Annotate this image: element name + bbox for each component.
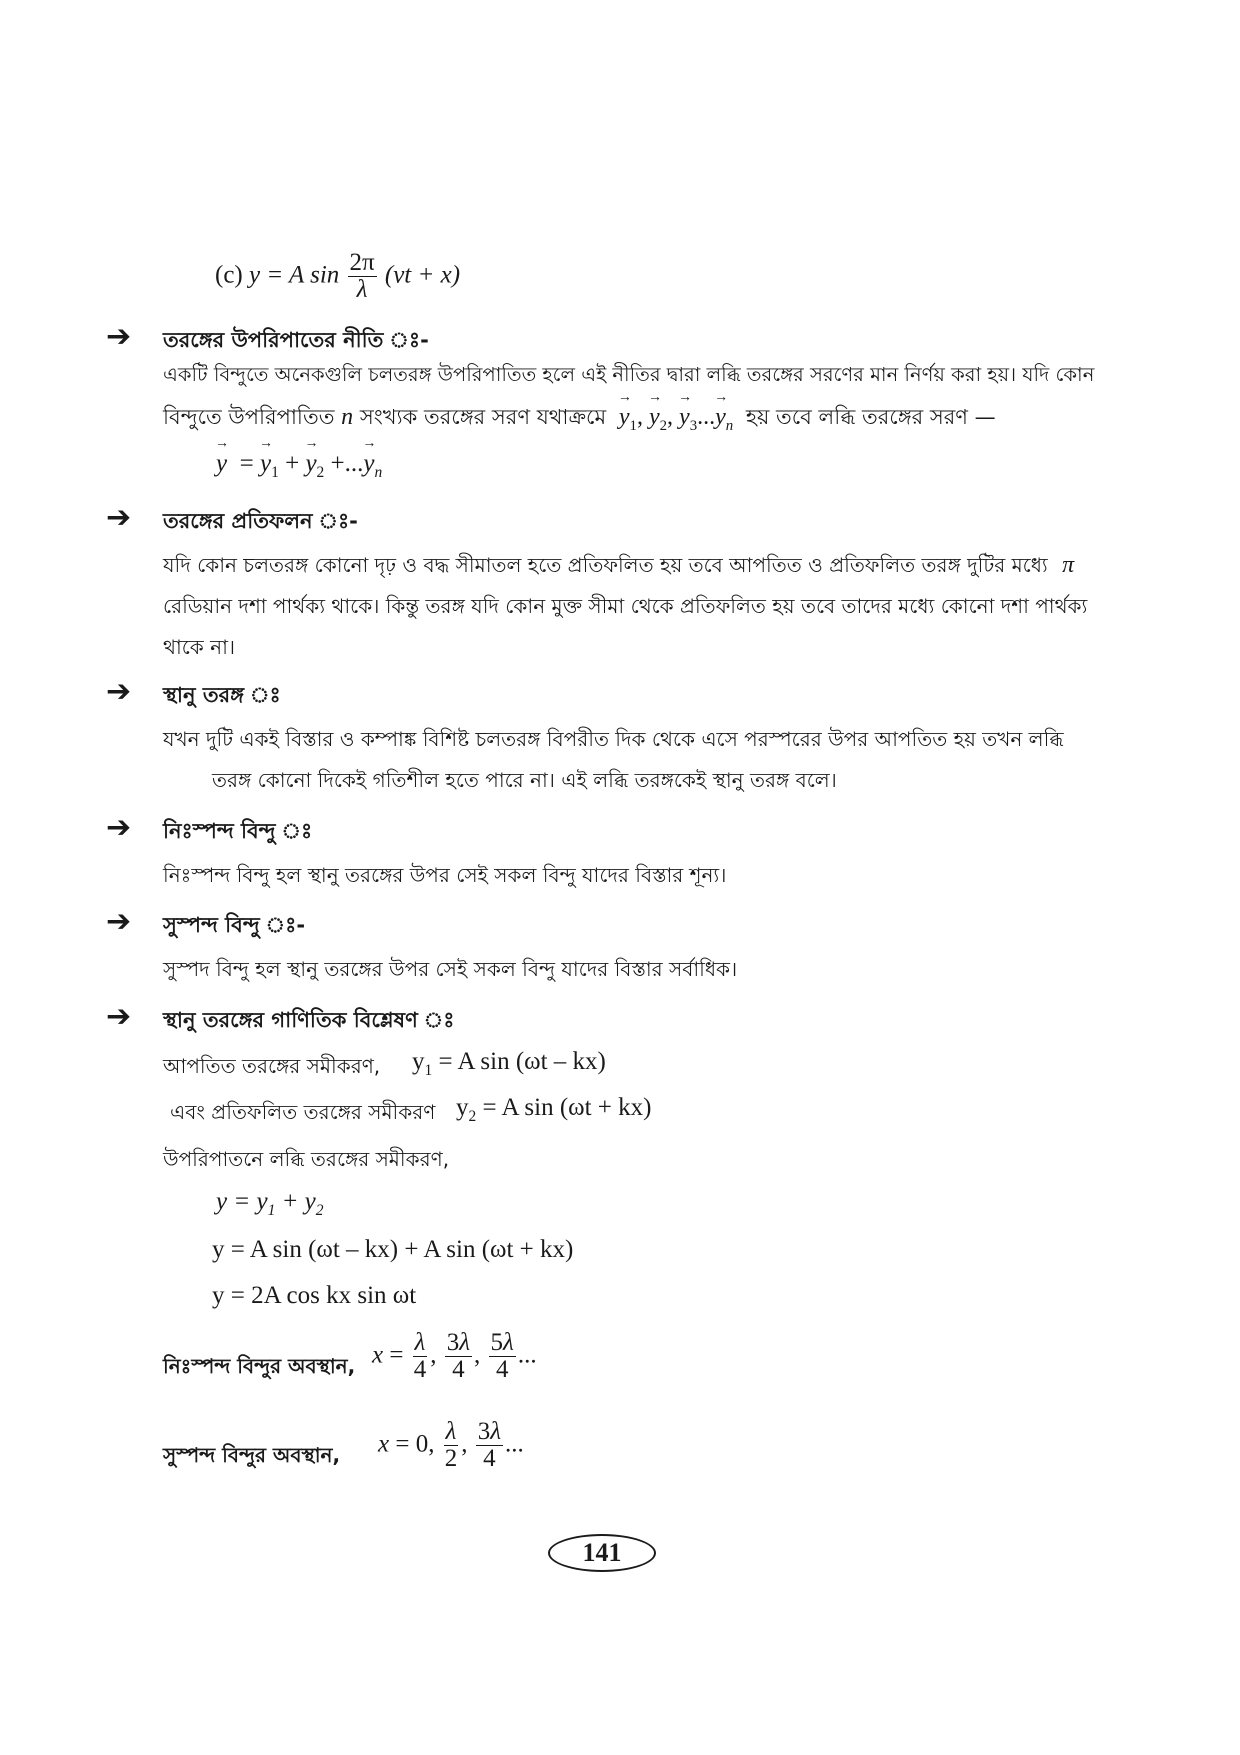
superposition-heading: তরঙ্গের উপরিপাতের নীতি ঃ- [163, 328, 429, 352]
standing-wave-text-line1: যখন দুটি একই বিস্তার ও কম্পাঙ্ক বিশিষ্ট চলতরঙ্গ বিপরীত দিক থেকে এসে পরস্পরের উপর আপতিত হয় তখন লব্ধি [163, 727, 1064, 751]
displacement-list: → $y_1$, → $y_2$, → $y_3...\to y_n$ [619, 404, 733, 430]
arrow-icon: ➔ [106, 319, 132, 354]
equation-c-label: (c) [215, 261, 243, 289]
node-text: নিঃস্পন্দ বিন্দু হল স্থানু তরঙ্গের উপর সেই সকল বিন্দু যাদের বিস্তার শূন্য। [163, 863, 727, 887]
equation-c-rest: (vt + x) [384, 261, 461, 289]
analysis-heading: স্থানু তরঙ্গের গাণিতিক বিশ্লেষণ ঃ [163, 1008, 455, 1032]
arrow-icon: ➔ [106, 904, 132, 939]
arrow-icon: ➔ [106, 999, 132, 1034]
superposition-result-label: উপরিপাতনে লব্ধি তরঙ্গের সমীকরণ, [163, 1147, 450, 1171]
reflection-text-line1: যদি কোন চলতরঙ্গ কোনো দৃঢ় ও বদ্ধ সীমাতল হতে প্রতিফলিত হয় তবে আপতিত ও প্রতিফলিত তরঙ্গ দুটির মধ্যে π [163, 552, 1075, 578]
superposition-text-line1: একটি বিন্দুতে অনেকগুলি চলতরঙ্গ উপরিপাতিত হলে এই নীতির দ্বারা লব্ধি তরঙ্গের সরণের মান নির্ণয় করা হয়। যদি কোন [163, 363, 1095, 386]
arrow-icon: ➔ [106, 810, 132, 845]
resultant-equation-2: y = A sin (ωt – kx) + A sin (ωt + kx) [212, 1236, 574, 1263]
reflected-wave-equation: $y_2 = A$ sin (ωt + kx) [456, 1094, 652, 1125]
superposition-text-line2: বিন্দুতে উপরিপাতিত n সংখ্যক তরঙ্গের সরণ যথাক্রমে → $y_1$, → $y_2$, → $y_3...\to y_n$ হয় তবে লব্ধি তরঙ্গের সরণ — [163, 401, 996, 436]
equation-c [215, 250, 460, 304]
reflection-text-line2: রেডিয়ান দশা পার্থক্য থাকে। কিন্তু তরঙ্গ যদি কোন মুক্ত সীমা থেকে প্রতিফলিত হয় তবে তাদের মধ্যে কোনো দশা পার্থক্য [163, 594, 1088, 618]
reflection-text-line3: থাকে না। [163, 635, 236, 659]
reflected-wave-label: এবং প্রতিফলিত তরঙ্গের সমীকরণ [170, 1100, 436, 1124]
resultant-equation-1: $y = y_1 + y_2$ [216, 1188, 324, 1219]
standing-wave-heading: স্থানু তরঙ্গ ঃ [163, 683, 281, 707]
antinode-heading: সুস্পন্দ বিন্দু ঃ- [163, 913, 306, 937]
reflection-heading: তরঙ্গের প্রতিফলন ঃ- [163, 509, 358, 533]
resultant-equation-3: y = 2A cos kx sin ωt [212, 1282, 417, 1309]
page-number: 141 [548, 1534, 656, 1572]
equation-c-lhs: y = A sin [249, 261, 340, 289]
node-position-equation: x = $\frac{\lambda}{4}$ , $\frac{3\lambda}{4}$ , $\frac{5\lambda}{4}$ ... [372, 1329, 537, 1384]
node-heading: নিঃস্পন্দ বিন্দু ঃ [163, 819, 313, 843]
superposition-equation: → y = → $y_1$ + → $y_2$ +...→ $y_n$ [216, 450, 382, 482]
node-position-label: নিঃস্পন্দ বিন্দুর অবস্থান, [163, 1354, 356, 1378]
antinode-text: সুস্পদ বিন্দু হল স্থানু তরঙ্গের উপর সেই সকল বিন্দু যাদের বিস্তার সর্বাধিক। [163, 957, 738, 981]
incident-wave-label: আপতিত তরঙ্গের সমীকরণ, [163, 1054, 381, 1078]
incident-wave-equation: $y_1 = A$ sin (ωt – kx) [412, 1048, 606, 1079]
standing-wave-text-line2: তরঙ্গ কোনো দিকেই গতিশীল হতে পারে না। এই লব্ধি তরঙ্গকেই স্থানু তরঙ্গ বলে। [212, 768, 837, 792]
equation-c-fraction: $\frac{2\pi}{\lambda}$ [349, 249, 375, 304]
arrow-icon: ➔ [106, 674, 132, 709]
antinode-position-equation: x = 0, $\frac{\lambda}{2}$ , $\frac{3\lambda}{4}$ ... [378, 1418, 524, 1473]
arrow-icon: ➔ [106, 500, 132, 535]
antinode-position-label: সুস্পন্দ বিন্দুর অবস্থান, [163, 1443, 341, 1467]
